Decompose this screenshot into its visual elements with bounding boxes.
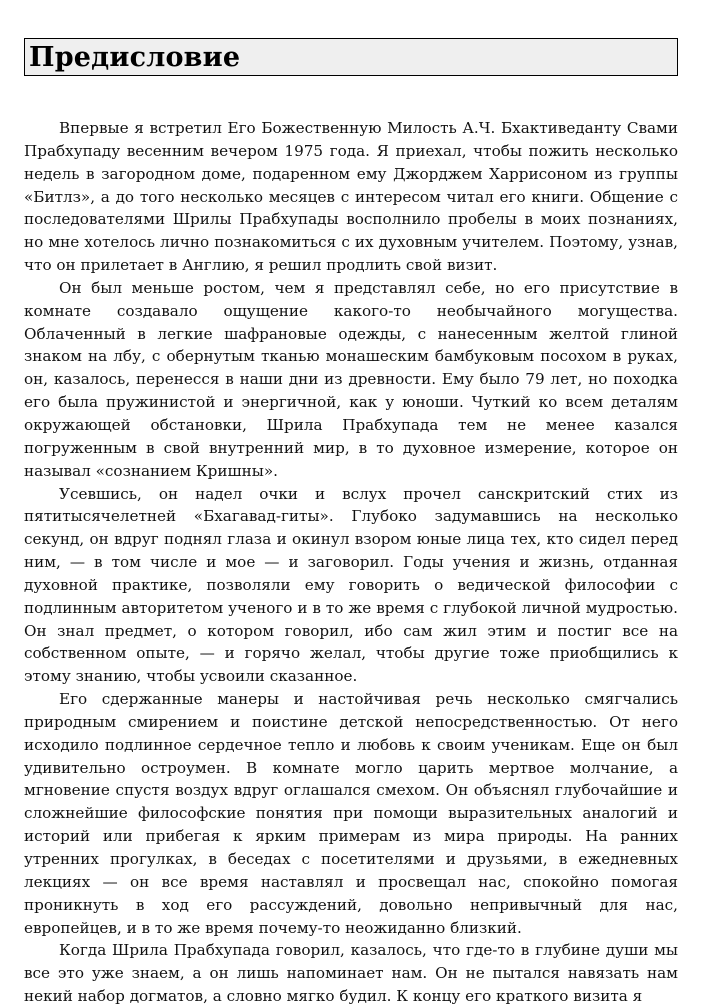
paragraph-5: Когда Шрила Прабхупада говорил, казалось, что где-то в глубине души мы все это уже знаем, а он лишь напоминает нам. Он не пытался навязать нам некий набор догматов, а словно мягко будил. К концу его краткого визита я [24, 941, 678, 1006]
paragraph-4: Его сдержанные манеры и настойчивая речь несколько смягчались природным смирением и поистине детской непосредственностью. От него исходило подлинное сердечное тепло и любовь к своим ученикам. Еще он был удивительно остроумен. В комнате могло царить мертвое молчание, а мгновение спустя воздух вдруг оглашался смехом. Он объяснял глубочайшие и сложнейшие философские понятия при помощи выразительных аналогий и историй или прибегая к ярким примерам из мира природы. На ранних утренних прогулках, в беседах с посетителями и друзьями, в ежедневных лекциях — он все время наставлял и просвещал нас, спокойно помогая проникнуть в ход его рассуждений, довольно непривычный для нас, европейцев, и в то же время почему-то неожиданно близкий. [24, 690, 678, 937]
paragraph-2: Он был меньше ростом, чем я представлял себе, но его присутствие в комнате создавало ощущение какого-то необычайного могущества. Облаченный в легкие шафрановые одежды, с нанесенным желтой глиной знаком на лбу, с обернутым тканью монашеским бамбуковым посохом в руках, он, казалось, перенесся в наши дни из древности. Ему было 79 лет, но походка его была пружинистой и энергичной, как у юноши. Чуткий ко всем деталям окружающей обстановки, Шрила Прабхупада тем не менее казался погруженным в свой внутренний мир, в то духовное измерение, которое он называл «сознанием Кришны». [24, 278, 678, 480]
paragraph-1: Впервые я встретил Его Божественную Милость А.Ч. Бхактиведанту Свами Прабхупаду весенним вечером 1975 года. Я приехал, чтобы пожить несколько недель в загородном доме, подаренном ему Джорджем Харрисоном из группы «Битлз», а до того несколько месяцев с интересом читал его книги. Общение с последователями Шрилы Прабхупады восполнило пробелы в моих познаниях, но мне хотелось лично познакомиться с их духовным учителем. Поэтому, узнав, что он прилетает в Англию, я решил продлить свой визит. [24, 119, 678, 275]
body-text [24, 117, 678, 1008]
paragraph-3: Усевшись, он надел очки и вслух прочел санскритский стих из пятитысячелетней «Бхагавад-гиты». Глубоко задумавшись на несколько секунд, он вдруг поднял глаза и окинул взором юные лица тех, кто сидел перед ним, — в том числе и мое — и заговорил. Годы учения и жизнь, отданная духовной практике, позволяли ему говорить о ведической философии с подлинным авторитетом ученого и в то же время с глубокой личной мудростью. Он знал предмет, о котором говорил, ибо сам жил этим и постиг все на собственном опыте, — и горячо желал, чтобы другие тоже приобщились к этому знанию, чтобы усвоили сказанное. [24, 484, 678, 686]
chapter-title: Предисловие [29, 42, 241, 73]
chapter-title-box [24, 38, 678, 76]
